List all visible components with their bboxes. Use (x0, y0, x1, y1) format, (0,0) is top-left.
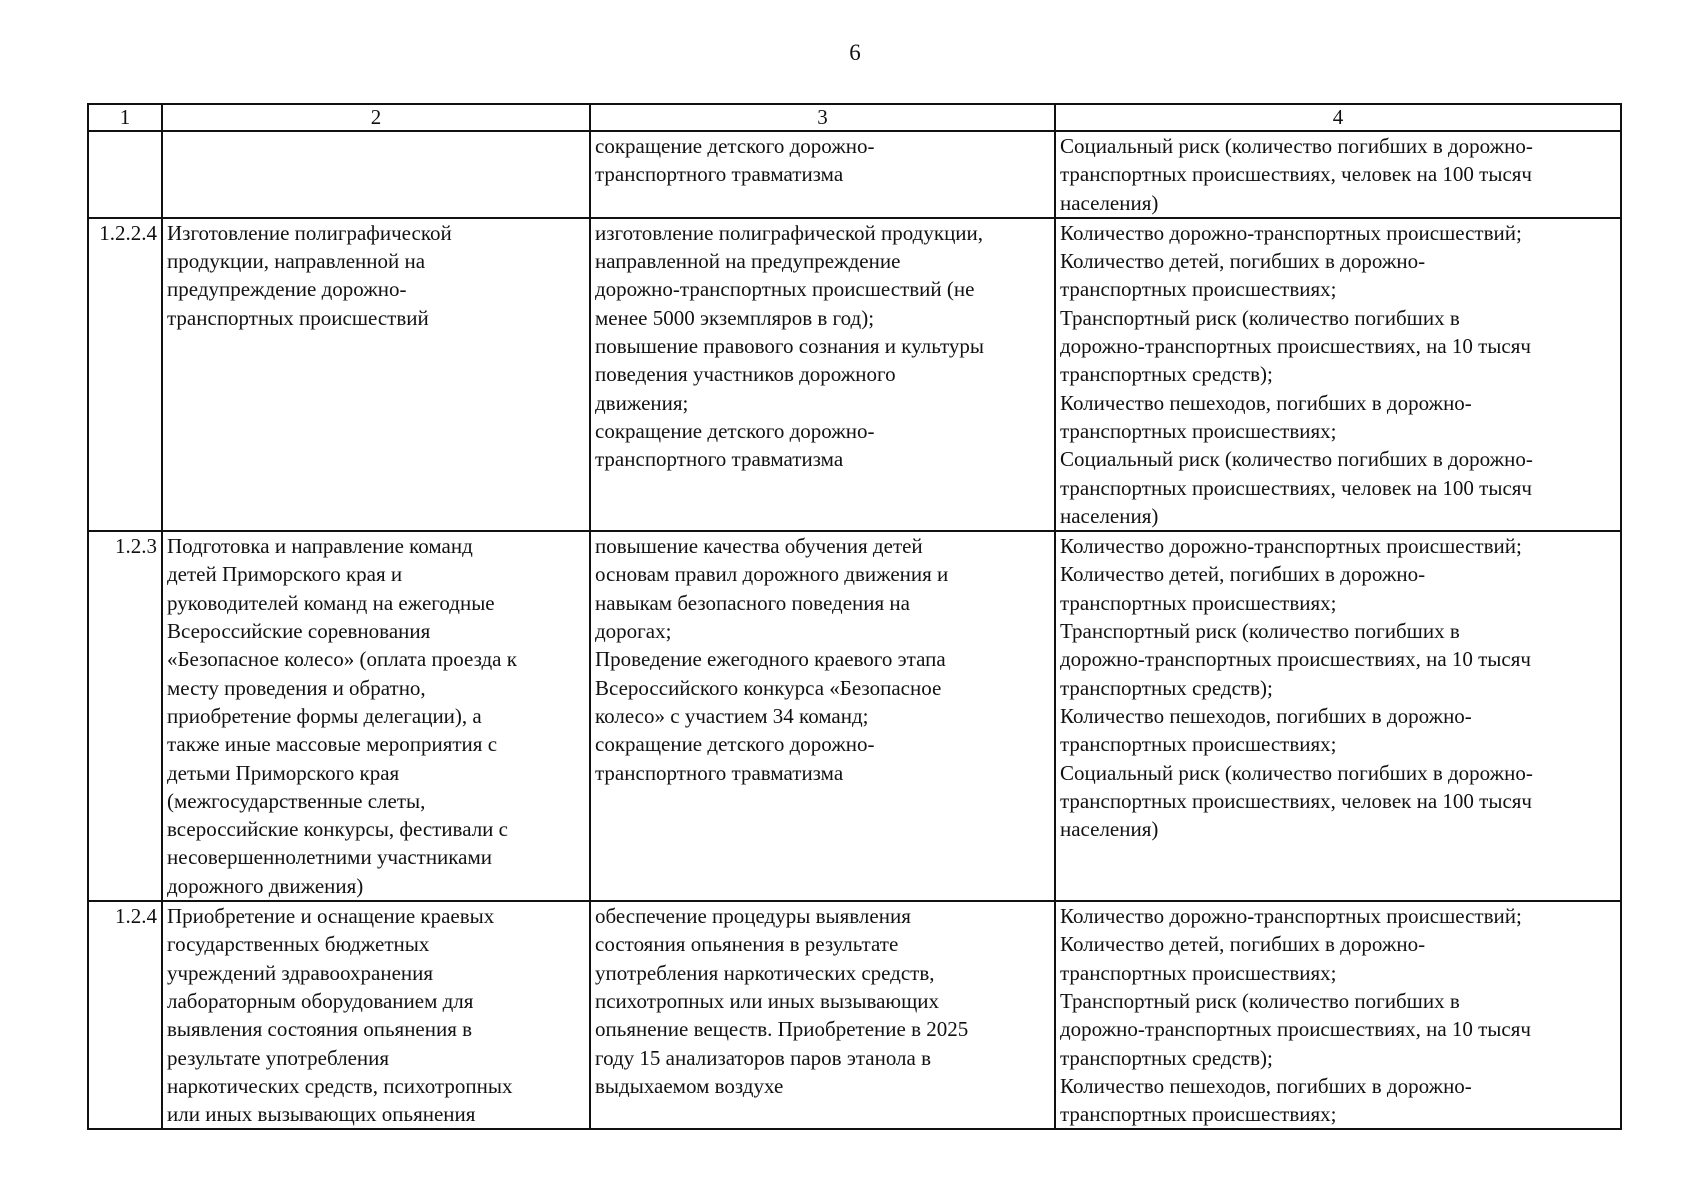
indicators-line: транспортных происшествиях, человек на 100 тысяч (1060, 788, 1532, 813)
expected-result-line: сокращение детского дорожно- (595, 418, 875, 443)
expected-result-line: повышение правового сознания и культуры (595, 334, 985, 359)
indicators-line: дорожно-транспортных происшествиях, на 10 тысяч (1060, 1017, 1531, 1042)
indicators-line: Транспортный риск (количество погибших в (1060, 619, 1460, 644)
expected-result-line: навыкам безопасного поведения на (595, 590, 910, 615)
expected-result-line: дорожно-транспортных происшествий (не (595, 277, 975, 302)
measure-name-line: детьми Приморского края (167, 760, 400, 785)
page-number: 6 (849, 40, 861, 65)
expected-result-line: менее 5000 экземпляров в год); (595, 305, 875, 330)
indicators-line: Количество детей, погибших в дорожно- (1060, 562, 1426, 587)
measure-name-line: результате употребления (167, 1045, 390, 1070)
measure-name-line: продукции, направленной на (167, 249, 426, 274)
expected-result-line: направленной на предупреждение (595, 249, 901, 274)
expected-result-line: состояния опьянения в результате (595, 932, 899, 957)
measure-name-line: предупреждение дорожно- (167, 277, 407, 302)
measure-name-line: руководителей команд на ежегодные (167, 590, 495, 615)
measures-table (87, 103, 1622, 1130)
measure-name-line: выявления состояния опьянения в (167, 1017, 473, 1042)
measure-name-cell (162, 131, 590, 218)
measure-name-line: Изготовление полиграфической (167, 220, 452, 245)
measure-name-cell (162, 218, 590, 531)
indicators-line: Количество пешеходов, погибших в дорожно- (1060, 390, 1472, 415)
indicators-line: Транспортный риск (количество погибших в (1060, 305, 1460, 330)
expected-result-cell (590, 218, 1055, 531)
expected-result-line: колесо» с участием 34 команд; (595, 703, 869, 728)
indicators-line: транспортных средств); (1060, 362, 1273, 387)
expected-result-line: употребления наркотических средств, (595, 960, 935, 985)
table-row (88, 531, 1621, 901)
measure-name-line: также иные массовые мероприятия с (167, 732, 498, 757)
measure-name-line: «Безопасное колесо» (оплата проезда к (167, 647, 517, 672)
expected-result-cell (590, 531, 1055, 901)
expected-result-line: транспортного травматизма (595, 447, 844, 472)
table-row (88, 131, 1621, 218)
expected-result-cell (590, 131, 1055, 218)
indicators-line: населения) (1060, 503, 1159, 528)
table-body (88, 131, 1621, 1129)
indicators-line: транспортных средств); (1060, 1045, 1273, 1070)
expected-result-line: году 15 анализаторов паров этанола в (595, 1045, 932, 1070)
measure-name-line: приобретение формы делегации), а (167, 703, 482, 728)
expected-result-line: дорогах; (595, 619, 672, 644)
indicators-line: Количество дорожно-транспортных происшествий; (1060, 534, 1522, 559)
indicators-line: населения) (1060, 817, 1159, 842)
row-number-cell: 1.2.3 (88, 531, 162, 901)
row-number-cell: 1.2.4 (88, 901, 162, 1129)
measure-name-line: лабораторным оборудованием для (167, 988, 474, 1013)
indicators-line: Транспортный риск (количество погибших в (1060, 988, 1460, 1013)
indicators-line: дорожно-транспортных происшествиях, на 10 тысяч (1060, 647, 1531, 672)
expected-result-line: изготовление полиграфической продукции, (595, 220, 984, 245)
measure-name-line: государственных бюджетных (167, 932, 430, 957)
expected-result-line: сокращение детского дорожно- (595, 732, 875, 757)
indicators-line: транспортных средств); (1060, 675, 1273, 700)
measure-name-line: учреждений здравоохранения (167, 960, 434, 985)
indicators-cell (1055, 131, 1621, 218)
row-number-cell (88, 131, 162, 218)
indicators-line: транспортных происшествиях; (1060, 590, 1337, 615)
measure-name-line: Подготовка и направление команд (167, 534, 473, 559)
measure-name-line: всероссийские конкурсы, фестивали с (167, 817, 508, 842)
measure-name-line: Всероссийские соревнования (167, 619, 431, 644)
indicators-line: транспортных происшествиях; (1060, 960, 1337, 985)
indicators-line: Социальный риск (количество погибших в дорожно- (1060, 134, 1533, 158)
expected-result-line: выдыхаемом воздухе (595, 1073, 784, 1098)
measure-name-line: транспортных происшествий (167, 305, 429, 330)
indicators-line: Социальный риск (количество погибших в дорожно- (1060, 447, 1533, 472)
indicators-line: Количество детей, погибших в дорожно- (1060, 249, 1426, 274)
measure-name-line: дорожного движения) (167, 873, 364, 898)
expected-result-line: психотропных или иных вызывающих (595, 988, 940, 1013)
indicators-line: Количество пешеходов, погибших в дорожно- (1060, 703, 1472, 728)
table-row (88, 218, 1621, 531)
expected-result-line: движения; (595, 390, 689, 415)
table-row (88, 901, 1621, 1129)
indicators-line: транспортных происшествиях; (1060, 732, 1337, 757)
column-header-4: 4 (1055, 104, 1621, 131)
row-number-cell: 1.2.2.4 (88, 218, 162, 531)
measure-name-cell (162, 531, 590, 901)
expected-result-line: повышение качества обучения детей (595, 534, 923, 559)
indicators-line: Количество детей, погибших в дорожно- (1060, 932, 1426, 957)
column-header-2: 2 (162, 104, 590, 131)
indicators-line: Количество пешеходов, погибших в дорожно- (1060, 1073, 1472, 1098)
indicators-line: Социальный риск (количество погибших в дорожно- (1060, 760, 1533, 785)
indicators-cell (1055, 218, 1621, 531)
measure-name-line: месту проведения и обратно, (167, 675, 426, 700)
measure-name-line: несовершеннолетними участниками (167, 845, 493, 870)
expected-result-cell (590, 901, 1055, 1129)
expected-result-line: транспортного травматизма (595, 760, 844, 785)
indicators-line: транспортных происшествиях, человек на 100 тысяч (1060, 475, 1532, 500)
column-header-1: 1 (88, 104, 162, 131)
measure-name-line: или иных вызывающих опьянения (167, 1102, 476, 1127)
indicators-line: транспортных происшествиях, человек на 100 тысяч (1060, 162, 1532, 187)
table-header-row (88, 104, 1621, 131)
measure-name-line: (межгосударственные слеты, (167, 788, 426, 813)
indicators-line: Количество дорожно-транспортных происшествий; (1060, 904, 1522, 929)
measure-name-cell (162, 901, 590, 1129)
expected-result-line: обеспечение процедуры выявления (595, 904, 911, 929)
indicators-line: дорожно-транспортных происшествиях, на 10 тысяч (1060, 334, 1531, 359)
indicators-line: Количество дорожно-транспортных происшествий; (1060, 220, 1522, 245)
expected-result-line: поведения участников дорожного (595, 362, 896, 387)
measure-name-line: Приобретение и оснащение краевых (167, 904, 495, 929)
expected-result-line: основам правил дорожного движения и (595, 562, 949, 587)
measure-name-line: наркотических средств, психотропных (167, 1073, 513, 1098)
indicators-line: транспортных происшествиях; (1060, 418, 1337, 443)
expected-result-line: Проведение ежегодного краевого этапа (595, 647, 946, 672)
indicators-cell (1055, 901, 1621, 1129)
indicators-line: населения) (1060, 190, 1159, 215)
column-header-3: 3 (590, 104, 1055, 131)
indicators-cell (1055, 531, 1621, 901)
indicators-line: транспортных происшествиях; (1060, 277, 1337, 302)
expected-result-line: опьянение веществ. Приобретение в 2025 (595, 1017, 969, 1042)
expected-result-line: сокращение детского дорожно- (595, 134, 875, 158)
expected-result-line: транспортного травматизма (595, 162, 844, 187)
measure-name-line: детей Приморского края и (167, 562, 403, 587)
expected-result-line: Всероссийского конкурса «Безопасное (595, 675, 942, 700)
indicators-line: транспортных происшествиях; (1060, 1102, 1337, 1127)
